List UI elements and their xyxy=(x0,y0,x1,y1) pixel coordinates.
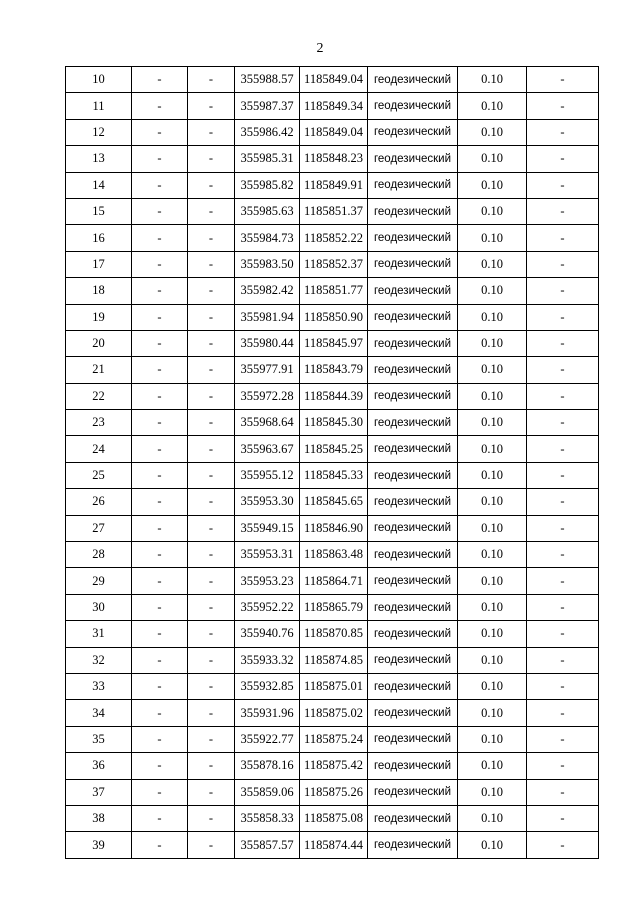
dash-cell: - xyxy=(188,172,235,198)
x-coordinate-cell: 355932.85 xyxy=(235,673,300,699)
note-cell: - xyxy=(527,568,599,594)
dash-cell: - xyxy=(132,805,188,831)
x-coordinate-cell: 355982.42 xyxy=(235,278,300,304)
table-row xyxy=(66,489,599,515)
note-cell: - xyxy=(527,198,599,224)
note-cell: - xyxy=(527,753,599,779)
method-cell: геодезический xyxy=(368,621,458,647)
method-cell: геодезический xyxy=(368,67,458,93)
y-coordinate-cell: 1185875.08 xyxy=(300,805,368,831)
accuracy-cell: 0.10 xyxy=(458,436,527,462)
dash-cell: - xyxy=(132,278,188,304)
method-cell: геодезический xyxy=(368,700,458,726)
point-number-cell: 12 xyxy=(66,119,132,145)
dash-cell: - xyxy=(188,779,235,805)
accuracy-cell: 0.10 xyxy=(458,357,527,383)
dash-cell: - xyxy=(132,779,188,805)
accuracy-cell: 0.10 xyxy=(458,330,527,356)
dash-cell: - xyxy=(188,462,235,488)
table-row xyxy=(66,726,599,752)
accuracy-cell: 0.10 xyxy=(458,621,527,647)
table-row xyxy=(66,357,599,383)
table-row xyxy=(66,410,599,436)
table-row xyxy=(66,673,599,699)
dash-cell: - xyxy=(188,805,235,831)
method-cell: геодезический xyxy=(368,832,458,858)
point-number-cell: 26 xyxy=(66,489,132,515)
method-cell: геодезический xyxy=(368,753,458,779)
point-number-cell: 19 xyxy=(66,304,132,330)
note-cell: - xyxy=(527,515,599,541)
method-cell: геодезический xyxy=(368,805,458,831)
dash-cell: - xyxy=(132,462,188,488)
table-row xyxy=(66,805,599,831)
x-coordinate-cell: 355953.23 xyxy=(235,568,300,594)
table-row xyxy=(66,462,599,488)
dash-cell: - xyxy=(188,568,235,594)
point-number-cell: 17 xyxy=(66,251,132,277)
x-coordinate-cell: 355878.16 xyxy=(235,753,300,779)
dash-cell: - xyxy=(188,278,235,304)
y-coordinate-cell: 1185875.26 xyxy=(300,779,368,805)
table-row xyxy=(66,304,599,330)
method-cell: геодезический xyxy=(368,462,458,488)
accuracy-cell: 0.10 xyxy=(458,832,527,858)
note-cell: - xyxy=(527,621,599,647)
y-coordinate-cell: 1185874.85 xyxy=(300,647,368,673)
table-row xyxy=(66,383,599,409)
table-row xyxy=(66,515,599,541)
x-coordinate-cell: 355985.31 xyxy=(235,146,300,172)
x-coordinate-cell: 355953.30 xyxy=(235,489,300,515)
method-cell: геодезический xyxy=(368,515,458,541)
y-coordinate-cell: 1185845.33 xyxy=(300,462,368,488)
dash-cell: - xyxy=(188,753,235,779)
y-coordinate-cell: 1185845.25 xyxy=(300,436,368,462)
point-number-cell: 22 xyxy=(66,383,132,409)
dash-cell: - xyxy=(132,304,188,330)
table-row xyxy=(66,225,599,251)
y-coordinate-cell: 1185863.48 xyxy=(300,542,368,568)
method-cell: геодезический xyxy=(368,278,458,304)
x-coordinate-cell: 355949.15 xyxy=(235,515,300,541)
y-coordinate-cell: 1185843.79 xyxy=(300,357,368,383)
point-number-cell: 10 xyxy=(66,67,132,93)
x-coordinate-cell: 355953.31 xyxy=(235,542,300,568)
dash-cell: - xyxy=(132,119,188,145)
method-cell: геодезический xyxy=(368,357,458,383)
table-row xyxy=(66,119,599,145)
dash-cell: - xyxy=(188,673,235,699)
point-number-cell: 36 xyxy=(66,753,132,779)
x-coordinate-cell: 355988.57 xyxy=(235,67,300,93)
note-cell: - xyxy=(527,647,599,673)
x-coordinate-cell: 355985.63 xyxy=(235,198,300,224)
point-number-cell: 14 xyxy=(66,172,132,198)
accuracy-cell: 0.10 xyxy=(458,568,527,594)
note-cell: - xyxy=(527,489,599,515)
point-number-cell: 13 xyxy=(66,146,132,172)
dash-cell: - xyxy=(132,436,188,462)
dash-cell: - xyxy=(132,621,188,647)
y-coordinate-cell: 1185852.37 xyxy=(300,251,368,277)
note-cell: - xyxy=(527,251,599,277)
dash-cell: - xyxy=(188,304,235,330)
dash-cell: - xyxy=(132,172,188,198)
point-number-cell: 29 xyxy=(66,568,132,594)
x-coordinate-cell: 355984.73 xyxy=(235,225,300,251)
table-row xyxy=(66,542,599,568)
accuracy-cell: 0.10 xyxy=(458,700,527,726)
dash-cell: - xyxy=(188,832,235,858)
x-coordinate-cell: 355981.94 xyxy=(235,304,300,330)
point-number-cell: 28 xyxy=(66,542,132,568)
dash-cell: - xyxy=(132,568,188,594)
accuracy-cell: 0.10 xyxy=(458,779,527,805)
note-cell: - xyxy=(527,172,599,198)
note-cell: - xyxy=(527,542,599,568)
x-coordinate-cell: 355933.32 xyxy=(235,647,300,673)
method-cell: геодезический xyxy=(368,542,458,568)
method-cell: геодезический xyxy=(368,568,458,594)
y-coordinate-cell: 1185864.71 xyxy=(300,568,368,594)
y-coordinate-cell: 1185845.97 xyxy=(300,330,368,356)
y-coordinate-cell: 1185875.02 xyxy=(300,700,368,726)
point-number-cell: 11 xyxy=(66,93,132,119)
y-coordinate-cell: 1185849.34 xyxy=(300,93,368,119)
point-number-cell: 30 xyxy=(66,594,132,620)
x-coordinate-cell: 355952.22 xyxy=(235,594,300,620)
x-coordinate-cell: 355987.37 xyxy=(235,93,300,119)
method-cell: геодезический xyxy=(368,93,458,119)
point-number-cell: 39 xyxy=(66,832,132,858)
note-cell: - xyxy=(527,594,599,620)
dash-cell: - xyxy=(188,410,235,436)
table-row xyxy=(66,146,599,172)
x-coordinate-cell: 355859.06 xyxy=(235,779,300,805)
dash-cell: - xyxy=(188,93,235,119)
table-row xyxy=(66,621,599,647)
y-coordinate-cell: 1185852.22 xyxy=(300,225,368,251)
y-coordinate-cell: 1185851.37 xyxy=(300,198,368,224)
dash-cell: - xyxy=(132,383,188,409)
dash-cell: - xyxy=(132,832,188,858)
dash-cell: - xyxy=(132,251,188,277)
accuracy-cell: 0.10 xyxy=(458,146,527,172)
dash-cell: - xyxy=(188,594,235,620)
point-number-cell: 25 xyxy=(66,462,132,488)
x-coordinate-cell: 355985.82 xyxy=(235,172,300,198)
note-cell: - xyxy=(527,225,599,251)
accuracy-cell: 0.10 xyxy=(458,673,527,699)
y-coordinate-cell: 1185851.77 xyxy=(300,278,368,304)
table-row xyxy=(66,568,599,594)
dash-cell: - xyxy=(188,542,235,568)
note-cell: - xyxy=(527,67,599,93)
accuracy-cell: 0.10 xyxy=(458,67,527,93)
dash-cell: - xyxy=(188,647,235,673)
dash-cell: - xyxy=(188,146,235,172)
note-cell: - xyxy=(527,304,599,330)
method-cell: геодезический xyxy=(368,383,458,409)
y-coordinate-cell: 1185874.44 xyxy=(300,832,368,858)
accuracy-cell: 0.10 xyxy=(458,462,527,488)
dash-cell: - xyxy=(132,726,188,752)
method-cell: геодезический xyxy=(368,146,458,172)
point-number-cell: 31 xyxy=(66,621,132,647)
dash-cell: - xyxy=(188,225,235,251)
x-coordinate-cell: 355955.12 xyxy=(235,462,300,488)
note-cell: - xyxy=(527,146,599,172)
note-cell: - xyxy=(527,410,599,436)
dash-cell: - xyxy=(132,515,188,541)
note-cell: - xyxy=(527,673,599,699)
dash-cell: - xyxy=(188,330,235,356)
method-cell: геодезический xyxy=(368,119,458,145)
accuracy-cell: 0.10 xyxy=(458,489,527,515)
dash-cell: - xyxy=(188,436,235,462)
dash-cell: - xyxy=(188,621,235,647)
dash-cell: - xyxy=(132,673,188,699)
table-row xyxy=(66,436,599,462)
dash-cell: - xyxy=(132,410,188,436)
point-number-cell: 20 xyxy=(66,330,132,356)
accuracy-cell: 0.10 xyxy=(458,251,527,277)
x-coordinate-cell: 355972.28 xyxy=(235,383,300,409)
table-row xyxy=(66,779,599,805)
note-cell: - xyxy=(527,119,599,145)
note-cell: - xyxy=(527,726,599,752)
accuracy-cell: 0.10 xyxy=(458,198,527,224)
accuracy-cell: 0.10 xyxy=(458,383,527,409)
method-cell: геодезический xyxy=(368,251,458,277)
note-cell: - xyxy=(527,700,599,726)
dash-cell: - xyxy=(188,198,235,224)
accuracy-cell: 0.10 xyxy=(458,278,527,304)
x-coordinate-cell: 355931.96 xyxy=(235,700,300,726)
y-coordinate-cell: 1185845.65 xyxy=(300,489,368,515)
dash-cell: - xyxy=(132,489,188,515)
accuracy-cell: 0.10 xyxy=(458,225,527,251)
point-number-cell: 37 xyxy=(66,779,132,805)
method-cell: геодезический xyxy=(368,594,458,620)
point-number-cell: 15 xyxy=(66,198,132,224)
table-row xyxy=(66,172,599,198)
note-cell: - xyxy=(527,357,599,383)
note-cell: - xyxy=(527,383,599,409)
table-row xyxy=(66,198,599,224)
note-cell: - xyxy=(527,805,599,831)
dash-cell: - xyxy=(188,726,235,752)
x-coordinate-cell: 355858.33 xyxy=(235,805,300,831)
note-cell: - xyxy=(527,462,599,488)
y-coordinate-cell: 1185846.90 xyxy=(300,515,368,541)
accuracy-cell: 0.10 xyxy=(458,119,527,145)
x-coordinate-cell: 355857.57 xyxy=(235,832,300,858)
dash-cell: - xyxy=(132,594,188,620)
accuracy-cell: 0.10 xyxy=(458,172,527,198)
dash-cell: - xyxy=(132,225,188,251)
x-coordinate-cell: 355986.42 xyxy=(235,119,300,145)
x-coordinate-cell: 355963.67 xyxy=(235,436,300,462)
x-coordinate-cell: 355983.50 xyxy=(235,251,300,277)
accuracy-cell: 0.10 xyxy=(458,542,527,568)
dash-cell: - xyxy=(132,357,188,383)
y-coordinate-cell: 1185850.90 xyxy=(300,304,368,330)
accuracy-cell: 0.10 xyxy=(458,753,527,779)
table-row xyxy=(66,832,599,858)
note-cell: - xyxy=(527,330,599,356)
point-number-cell: 33 xyxy=(66,673,132,699)
dash-cell: - xyxy=(132,542,188,568)
dash-cell: - xyxy=(188,515,235,541)
page-number: 2 xyxy=(316,41,324,56)
accuracy-cell: 0.10 xyxy=(458,410,527,436)
method-cell: геодезический xyxy=(368,726,458,752)
dash-cell: - xyxy=(132,146,188,172)
dash-cell: - xyxy=(188,383,235,409)
table-row xyxy=(66,594,599,620)
x-coordinate-cell: 355977.91 xyxy=(235,357,300,383)
table-body xyxy=(66,67,599,859)
method-cell: геодезический xyxy=(368,673,458,699)
dash-cell: - xyxy=(188,489,235,515)
table-row xyxy=(66,647,599,673)
accuracy-cell: 0.10 xyxy=(458,647,527,673)
point-number-cell: 21 xyxy=(66,357,132,383)
y-coordinate-cell: 1185875.01 xyxy=(300,673,368,699)
coordinates-table xyxy=(65,66,599,859)
dash-cell: - xyxy=(188,700,235,726)
table-row xyxy=(66,67,599,93)
method-cell: геодезический xyxy=(368,330,458,356)
note-cell: - xyxy=(527,832,599,858)
y-coordinate-cell: 1185865.79 xyxy=(300,594,368,620)
y-coordinate-cell: 1185848.23 xyxy=(300,146,368,172)
method-cell: геодезический xyxy=(368,304,458,330)
table-row xyxy=(66,700,599,726)
y-coordinate-cell: 1185845.30 xyxy=(300,410,368,436)
point-number-cell: 35 xyxy=(66,726,132,752)
x-coordinate-cell: 355922.77 xyxy=(235,726,300,752)
point-number-cell: 24 xyxy=(66,436,132,462)
point-number-cell: 27 xyxy=(66,515,132,541)
accuracy-cell: 0.10 xyxy=(458,726,527,752)
note-cell: - xyxy=(527,779,599,805)
method-cell: геодезический xyxy=(368,198,458,224)
y-coordinate-cell: 1185875.24 xyxy=(300,726,368,752)
method-cell: геодезический xyxy=(368,779,458,805)
accuracy-cell: 0.10 xyxy=(458,515,527,541)
x-coordinate-cell: 355940.76 xyxy=(235,621,300,647)
x-coordinate-cell: 355980.44 xyxy=(235,330,300,356)
y-coordinate-cell: 1185849.91 xyxy=(300,172,368,198)
note-cell: - xyxy=(527,436,599,462)
dash-cell: - xyxy=(188,67,235,93)
dash-cell: - xyxy=(188,357,235,383)
note-cell: - xyxy=(527,278,599,304)
dash-cell: - xyxy=(132,67,188,93)
table-row xyxy=(66,330,599,356)
method-cell: геодезический xyxy=(368,410,458,436)
dash-cell: - xyxy=(132,753,188,779)
method-cell: геодезический xyxy=(368,225,458,251)
y-coordinate-cell: 1185844.39 xyxy=(300,383,368,409)
note-cell: - xyxy=(527,93,599,119)
method-cell: геодезический xyxy=(368,489,458,515)
accuracy-cell: 0.10 xyxy=(458,805,527,831)
point-number-cell: 23 xyxy=(66,410,132,436)
dash-cell: - xyxy=(188,119,235,145)
point-number-cell: 38 xyxy=(66,805,132,831)
y-coordinate-cell: 1185849.04 xyxy=(300,119,368,145)
method-cell: геодезический xyxy=(368,647,458,673)
table-row xyxy=(66,93,599,119)
accuracy-cell: 0.10 xyxy=(458,304,527,330)
point-number-cell: 32 xyxy=(66,647,132,673)
dash-cell: - xyxy=(132,330,188,356)
table-row xyxy=(66,753,599,779)
x-coordinate-cell: 355968.64 xyxy=(235,410,300,436)
y-coordinate-cell: 1185870.85 xyxy=(300,621,368,647)
dash-cell: - xyxy=(132,198,188,224)
dash-cell: - xyxy=(132,700,188,726)
accuracy-cell: 0.10 xyxy=(458,594,527,620)
table-row xyxy=(66,251,599,277)
point-number-cell: 34 xyxy=(66,700,132,726)
method-cell: геодезический xyxy=(368,172,458,198)
point-number-cell: 18 xyxy=(66,278,132,304)
point-number-cell: 16 xyxy=(66,225,132,251)
dash-cell: - xyxy=(132,647,188,673)
method-cell: геодезический xyxy=(368,436,458,462)
accuracy-cell: 0.10 xyxy=(458,93,527,119)
dash-cell: - xyxy=(132,93,188,119)
y-coordinate-cell: 1185875.42 xyxy=(300,753,368,779)
table-row xyxy=(66,278,599,304)
dash-cell: - xyxy=(188,251,235,277)
y-coordinate-cell: 1185849.04 xyxy=(300,67,368,93)
